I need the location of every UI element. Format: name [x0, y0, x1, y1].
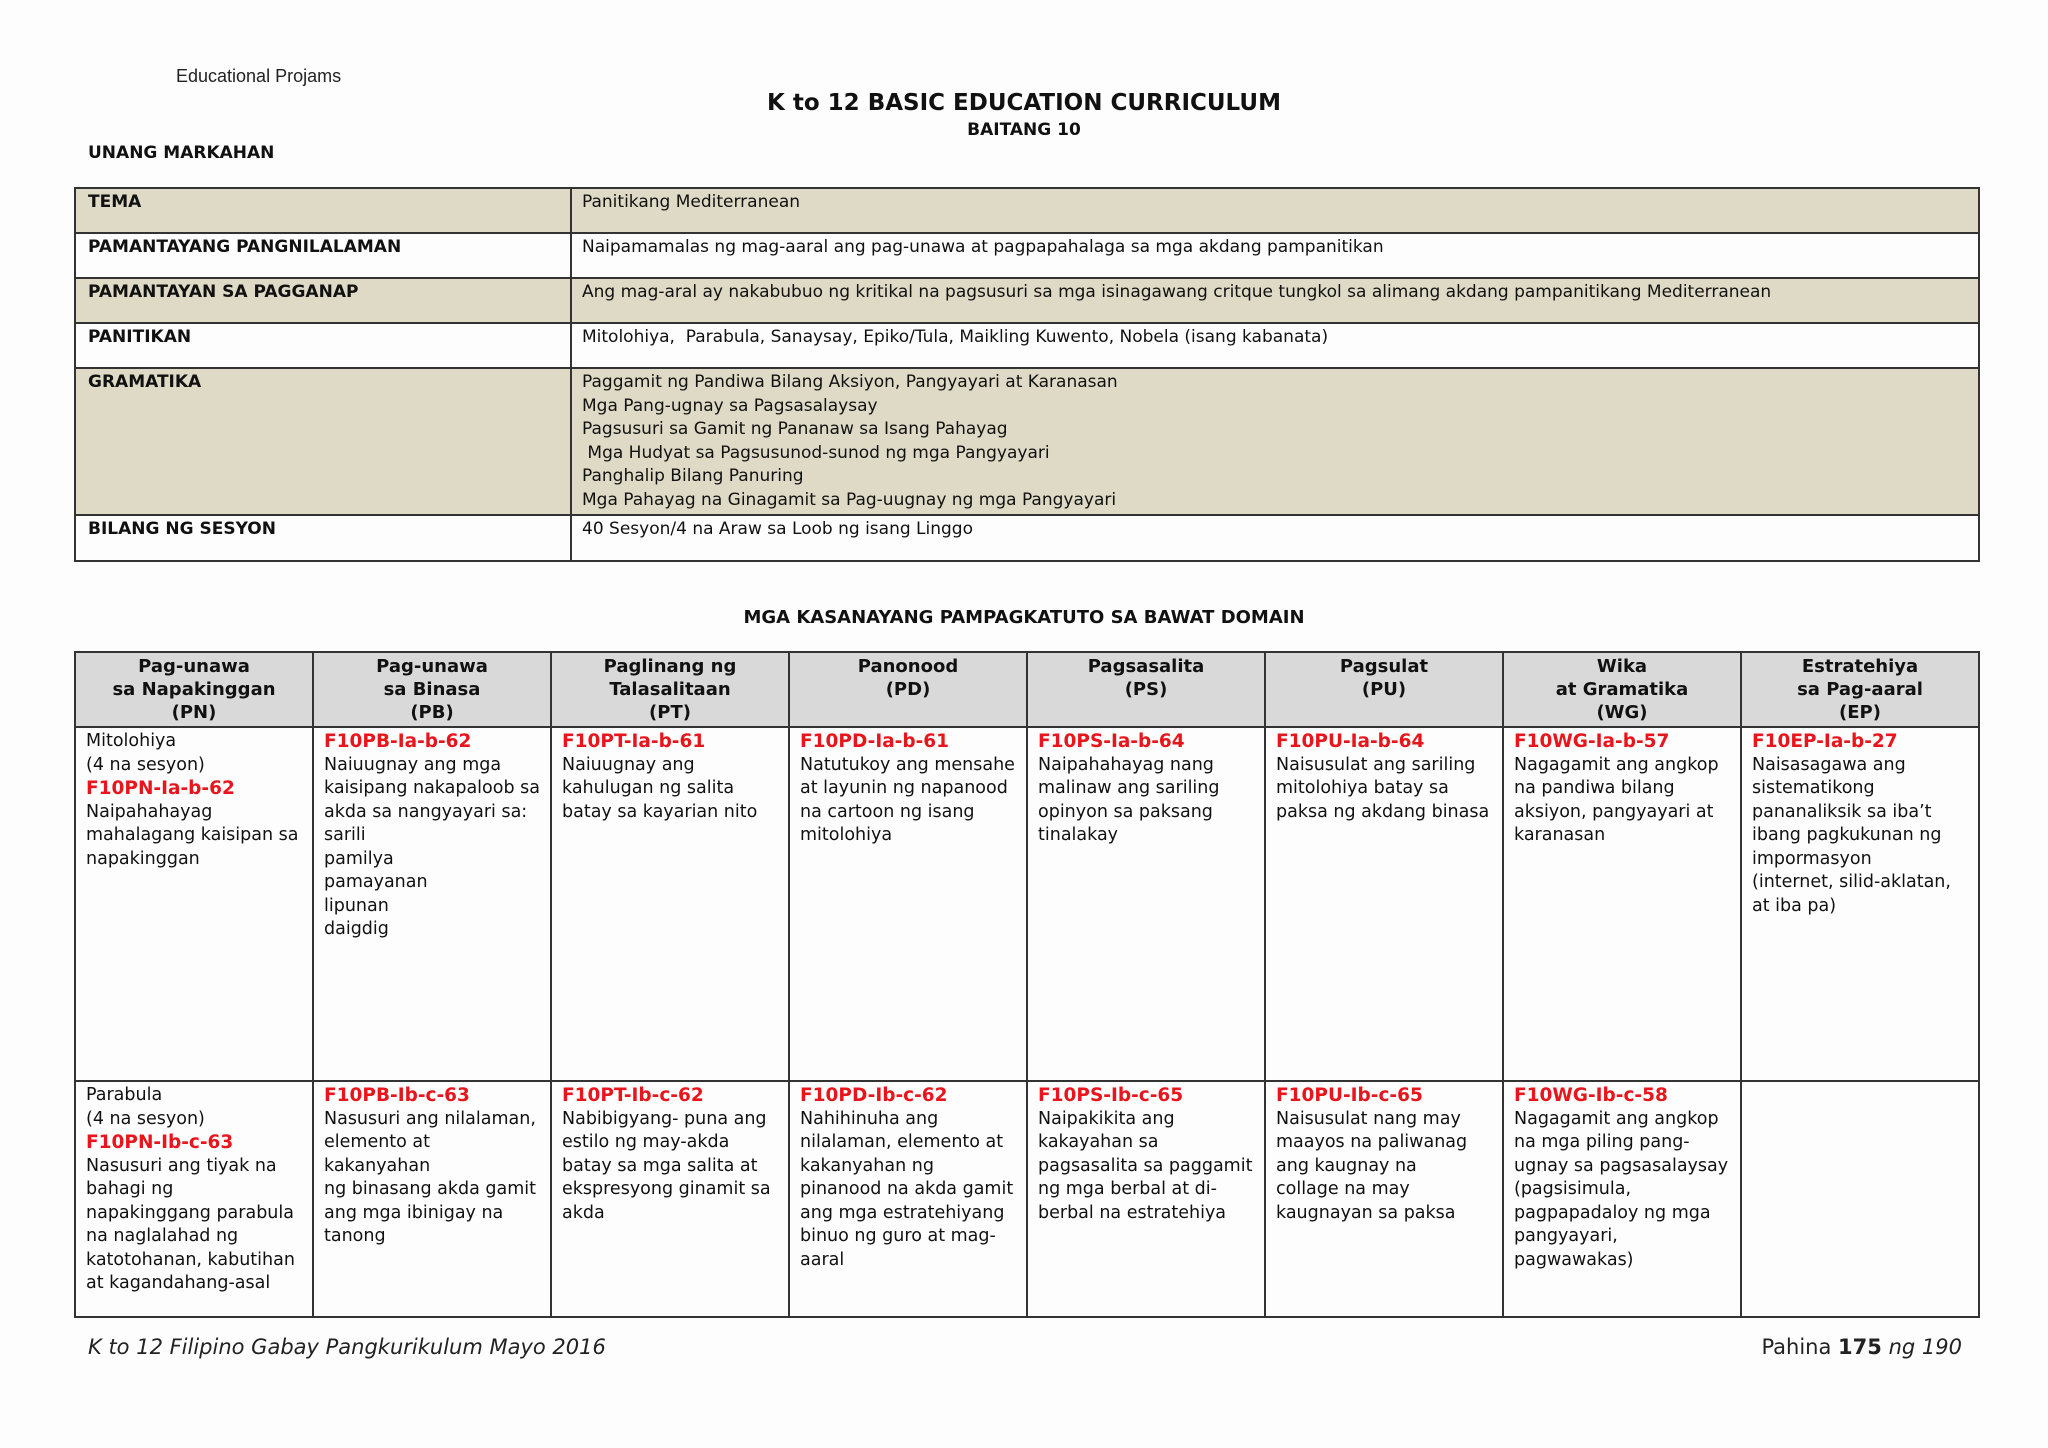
column-header-line: (PB)	[410, 702, 454, 723]
competency-cell	[1503, 727, 1741, 1081]
competency-text: batay sa kayarian nito	[562, 801, 758, 822]
competency-cell	[313, 1081, 551, 1317]
info-line: 40 Sesyon/4 na Araw sa Loob ng isang Linggo	[582, 519, 973, 539]
info-label: TEMA	[75, 188, 571, 233]
competency-text: na naglalahad ng	[86, 1226, 239, 1246]
competencies-header-row	[75, 652, 1979, 727]
column-header-line: Talasalitaan	[609, 679, 731, 700]
info-line: Ang mag-aral ay nakabubuo ng kritikal na pagsusuri sa mga isinagawang critque tungkol sa alimang akdang pampanitikang Mediterranean	[582, 282, 1772, 302]
competency-text: pamilya	[324, 848, 394, 869]
column-header	[1503, 652, 1741, 727]
competency-text: maayos na paliwanag	[1276, 1132, 1468, 1152]
competency-text: Nagagamit ang angkop	[1514, 1108, 1719, 1129]
competency-text: pinanood na akda gamit	[800, 1179, 1014, 1199]
page-prefix: Pahina	[1761, 1335, 1832, 1359]
competency-code: F10WG-Ia-b-57	[1514, 731, 1670, 752]
competency-text: Nagagamit ang angkop	[1514, 754, 1719, 775]
competency-text: Nahihinuha ang	[800, 1108, 939, 1129]
competency-text: Naipahahayag nang	[1038, 754, 1214, 775]
competency-text: (internet, silid-aklatan,	[1752, 872, 1951, 892]
column-header-line: Pagsasalita	[1087, 656, 1205, 677]
info-label: BILANG NG SESYON	[75, 515, 571, 561]
competency-code: F10PT-Ib-c-62	[562, 1085, 704, 1106]
info-line: Panitikang Mediterranean	[582, 192, 801, 212]
competency-text: pagsasalita sa paggamit	[1038, 1155, 1253, 1176]
column-header	[313, 652, 551, 727]
competency-text: nilalaman, elemento at	[800, 1132, 1004, 1152]
competency-cell	[1503, 1081, 1741, 1317]
competency-code: F10PN-Ia-b-62	[86, 778, 235, 799]
info-row	[75, 368, 1979, 515]
competency-text: estilo ng may-akda	[562, 1132, 730, 1152]
page-mid: ng	[1888, 1335, 1916, 1359]
competency-cell	[789, 1081, 1027, 1317]
competency-text: ang kaugnay na	[1276, 1155, 1417, 1176]
competency-text: ibang pagkukunan ng	[1752, 825, 1942, 845]
competency-code: F10PD-Ia-b-61	[800, 731, 950, 752]
page-num: 175	[1838, 1335, 1882, 1359]
competency-cell	[75, 727, 313, 1081]
info-row	[75, 278, 1979, 323]
competency-text: at kagandahang-asal	[86, 1273, 271, 1293]
competency-text: Naisusulat ang sariling	[1276, 754, 1476, 775]
competency-text: pamayanan	[324, 872, 428, 892]
info-value	[571, 188, 1979, 233]
competency-text: daigdig	[324, 919, 389, 939]
column-header	[75, 652, 313, 727]
column-header	[551, 652, 789, 727]
competency-cell	[551, 727, 789, 1081]
column-header-line: Pag-unawa	[376, 656, 488, 677]
competency-code: F10PU-Ia-b-64	[1276, 731, 1425, 752]
competency-text: paksa ng akdang binasa	[1276, 801, 1490, 822]
competency-text: aaral	[800, 1249, 845, 1270]
column-header-line: (WG)	[1596, 702, 1648, 723]
lesson-label: (4 na sesyon)	[86, 754, 205, 775]
column-header-line: (PD)	[885, 679, 931, 700]
info-label: PAMANTAYANG PANGNILALAMAN	[75, 233, 571, 278]
column-header-line: (EP)	[1839, 702, 1881, 723]
info-line: Mga Hudyat sa Pagsusunod-sunod ng mga Pangyayari	[582, 442, 1050, 463]
competency-text: kaisipang nakapaloob sa	[324, 778, 540, 798]
column-header	[1265, 652, 1503, 727]
competency-cell	[313, 727, 551, 1081]
competency-text: Naiuugnay ang	[562, 754, 695, 775]
lesson-label: Parabula	[86, 1085, 163, 1105]
competency-text: akda sa nangyayari sa:	[324, 801, 528, 822]
competency-text: Naiuugnay ang mga	[324, 754, 502, 775]
competency-text: ugnay sa pagsasalaysay	[1514, 1155, 1729, 1176]
competency-text: malinaw ang sariling	[1038, 778, 1220, 798]
curriculum-info-table	[74, 187, 1980, 562]
info-label: PANITIKAN	[75, 323, 571, 368]
competency-text: pangyayari,	[1514, 1226, 1618, 1246]
competency-row	[75, 1081, 1979, 1317]
info-line: Naipamamalas ng mag-aaral ang pag-unawa at pagpapahalaga sa mga akdang pampanitikan	[582, 237, 1384, 257]
competency-text: Naisasagawa ang	[1752, 754, 1906, 775]
competency-text: Naisusulat nang may	[1276, 1108, 1461, 1129]
quarter-label: UNANG MARKAHAN	[88, 143, 275, 163]
info-line: Pagsusuri sa Gamit ng Pananaw sa Isang Pahayag	[582, 419, 1008, 439]
column-header-line: sa Napakinggan	[112, 679, 276, 700]
competency-cell	[1027, 1081, 1265, 1317]
competency-text: mahalagang kaisipan sa	[86, 825, 299, 845]
info-line: Mga Pahayag na Ginagamit sa Pag-uugnay ng mga Pangyayari	[582, 489, 1117, 510]
info-row	[75, 233, 1979, 278]
column-header-line: Wika	[1596, 656, 1648, 677]
competency-cell	[1741, 1081, 1979, 1317]
competency-text: Nasusuri ang nilalaman,	[324, 1108, 536, 1129]
column-header-line: Pag-unawa	[138, 656, 250, 677]
info-row	[75, 323, 1979, 368]
column-header-line: sa Binasa	[383, 679, 481, 700]
column-header-line: Panonood	[857, 656, 959, 677]
lesson-label: Mitolohiya	[86, 731, 177, 751]
competency-text: tanong	[324, 1226, 386, 1246]
competency-code: F10PU-Ib-c-65	[1276, 1085, 1423, 1106]
competency-text: mitolohiya	[800, 825, 893, 845]
competency-text: katotohanan, kabutihan	[86, 1249, 295, 1270]
competency-text: ng mga berbal at di-	[1038, 1179, 1217, 1199]
competency-text: (pagsisimula,	[1514, 1179, 1632, 1199]
column-header	[1741, 652, 1979, 727]
info-value	[571, 278, 1979, 323]
competency-code: F10PT-Ia-b-61	[562, 731, 706, 752]
competency-text: ang mga ibinigay na	[324, 1202, 504, 1223]
competency-text: napakinggan	[86, 848, 200, 869]
competency-text: Naipahahayag	[86, 801, 213, 822]
competency-code: F10PB-Ia-b-62	[324, 731, 472, 752]
competency-text: pagwawakas)	[1514, 1249, 1634, 1270]
info-line: Panghalip Bilang Panuring	[582, 466, 804, 486]
column-header-line: Pagsulat	[1339, 656, 1429, 677]
competency-code: F10PN-Ib-c-63	[86, 1132, 234, 1153]
lesson-label: (4 na sesyon)	[86, 1108, 205, 1129]
competency-text: aksiyon, pangyayari at	[1514, 801, 1714, 822]
competency-cell	[789, 727, 1027, 1081]
competency-text: kakayahan sa	[1038, 1132, 1159, 1152]
competency-text: sistematikong	[1752, 778, 1875, 798]
info-label: PAMANTAYAN SA PAGGANAP	[75, 278, 571, 323]
competency-text: batay sa mga salita at	[562, 1155, 758, 1176]
competency-text: mitolohiya batay sa	[1276, 778, 1449, 798]
competency-text: ang mga estratehiyang	[800, 1202, 1005, 1223]
competency-code: F10PB-Ib-c-63	[324, 1085, 470, 1106]
competency-text: na pandiwa bilang	[1514, 778, 1675, 798]
competency-text: ng binasang akda gamit	[324, 1179, 537, 1199]
info-line: Paggamit ng Pandiwa Bilang Aksiyon, Pangyayari at Karanasan	[582, 372, 1118, 392]
competency-text: tinalakay	[1038, 825, 1119, 845]
competency-code: F10EP-Ia-b-27	[1752, 731, 1898, 752]
info-row	[75, 188, 1979, 233]
info-value	[571, 368, 1979, 515]
competency-text: Naipakikita ang	[1038, 1108, 1175, 1129]
competency-text: lipunan	[324, 895, 389, 916]
info-row	[75, 515, 1979, 561]
competency-text: kahulugan ng salita	[562, 778, 735, 798]
competency-text: karanasan	[1514, 825, 1606, 845]
competency-cell	[1265, 727, 1503, 1081]
competency-text: berbal na estratehiya	[1038, 1202, 1227, 1223]
competency-text: kakanyahan ng	[800, 1155, 934, 1176]
column-header-line: (PN)	[171, 702, 217, 723]
competency-cell	[1265, 1081, 1503, 1317]
competency-cell	[551, 1081, 789, 1317]
competency-text: at layunin ng napanood	[800, 778, 1008, 798]
footer-page-number	[1761, 1335, 1962, 1359]
competency-row	[75, 727, 1979, 1081]
column-header-line: Estratehiya	[1801, 656, 1919, 677]
competency-text: Natutukoy ang mensahe	[800, 754, 1015, 775]
competency-text: sarili	[324, 825, 366, 845]
competency-code: F10PS-Ia-b-64	[1038, 731, 1185, 752]
column-header	[789, 652, 1027, 727]
column-header-line: (PT)	[649, 702, 691, 723]
competency-text: napakinggang parabula	[86, 1202, 294, 1223]
competency-code: F10PD-Ib-c-62	[800, 1085, 948, 1106]
competency-code: F10WG-Ib-c-58	[1514, 1085, 1668, 1106]
competency-text: Nabibigyang- puna ang	[562, 1108, 767, 1129]
info-label: GRAMATIKA	[75, 368, 571, 515]
column-header-line: (PU)	[1361, 679, 1407, 700]
competency-text: impormasyon	[1752, 848, 1872, 869]
competency-text: collage na may	[1276, 1179, 1410, 1199]
info-value	[571, 233, 1979, 278]
page-total: 190	[1921, 1335, 1962, 1359]
info-line: Mga Pang-ugnay sa Pagsasalaysay	[582, 395, 878, 416]
column-header-line: sa Pag-aaral	[1797, 679, 1923, 700]
competency-text: Nasusuri ang tiyak na	[86, 1155, 277, 1176]
info-line: Mitolohiya, Parabula, Sanaysay, Epiko/Tula, Maikling Kuwento, Nobela (isang kabanata)	[582, 327, 1329, 347]
page-subtitle: BAITANG 10	[967, 120, 1081, 140]
column-header	[1027, 652, 1265, 727]
competency-text: pananaliksik sa iba’t	[1752, 801, 1932, 822]
competency-text: akda	[562, 1202, 605, 1223]
column-header-line: (PS)	[1124, 679, 1168, 700]
competency-text: na mga piling pang-	[1514, 1132, 1690, 1152]
domain-title: MGA KASANAYANG PAMPAGKATUTO SA BAWAT DOMAIN	[743, 607, 1305, 628]
info-value	[571, 323, 1979, 368]
footer-guide-title: K to 12 Filipino Gabay Pangkurikulum Mayo 2016	[88, 1335, 606, 1359]
competency-text: bahagi ng	[86, 1179, 174, 1199]
competency-text: na cartoon ng isang	[800, 801, 975, 822]
competency-text: binuo ng guro at mag-	[800, 1226, 996, 1246]
competency-code: F10PS-Ib-c-65	[1038, 1085, 1184, 1106]
header-note: Educational Projams	[176, 66, 342, 86]
competency-text: pagpapadaloy ng mga	[1514, 1202, 1711, 1223]
column-header-line: Paglinang ng	[603, 656, 737, 677]
page-title: K to 12 BASIC EDUCATION CURRICULUM	[767, 90, 1281, 116]
competency-text: at iba pa)	[1752, 895, 1837, 916]
competency-cell	[1027, 727, 1265, 1081]
competencies-table	[74, 651, 1980, 1318]
competency-text: kaugnayan sa paksa	[1276, 1202, 1456, 1223]
column-header-line: at Gramatika	[1555, 679, 1689, 700]
competency-text: elemento at kakanyahan	[324, 1132, 431, 1176]
competency-cell	[1741, 727, 1979, 1081]
info-value	[571, 515, 1979, 561]
competency-text: ekspresyong ginamit sa	[562, 1179, 771, 1199]
competency-text: opinyon sa paksang	[1038, 801, 1213, 822]
competency-cell	[75, 1081, 313, 1317]
